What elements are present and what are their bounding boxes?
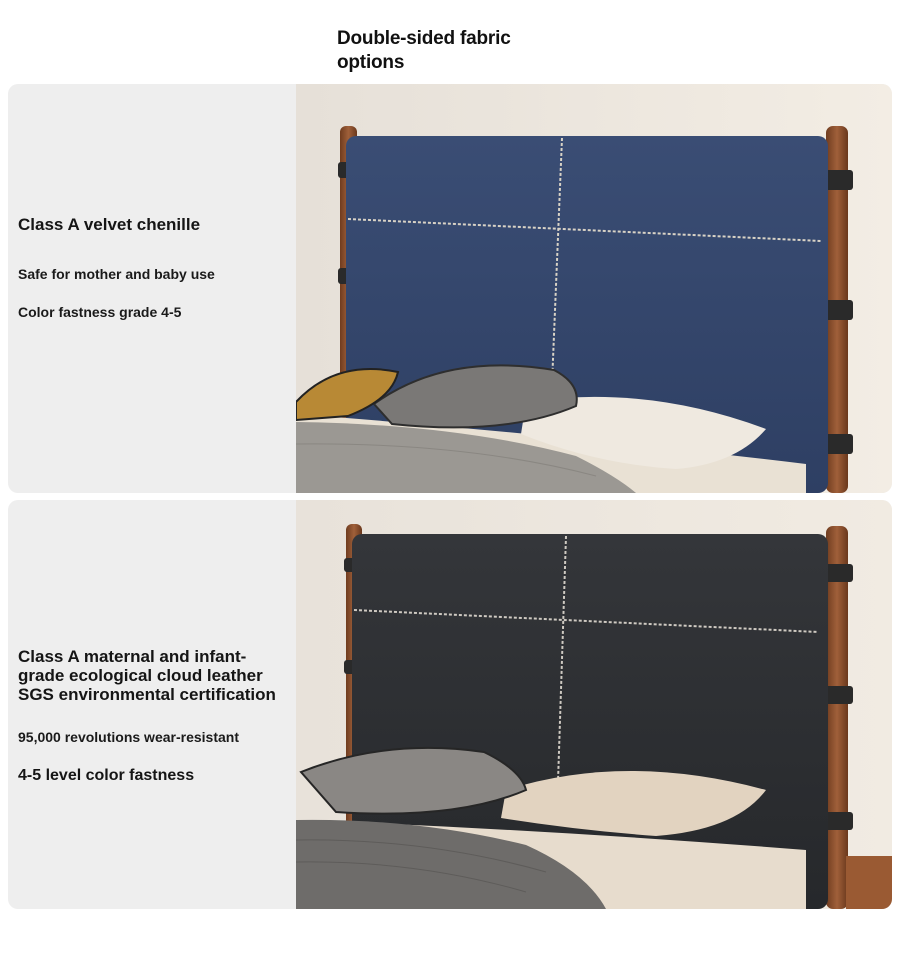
fabric-feature: Color fastness grade 4-5 xyxy=(18,304,182,320)
fabric-option-title-line: SGS environmental certification xyxy=(18,685,276,704)
velvet-headboard-illustration xyxy=(296,84,892,493)
fabric-option-info xyxy=(18,500,293,909)
page-heading: Double-sided fabric options xyxy=(337,28,511,73)
fabric-option-title-line: grade ecological cloud leather xyxy=(18,666,263,685)
leather-headboard-photo xyxy=(296,500,892,909)
fabric-option-info xyxy=(18,84,293,493)
fabric-feature: 95,000 revolutions wear-resistant xyxy=(18,729,239,745)
fabric-option-title: Class A velvet chenille xyxy=(18,215,201,234)
velvet-headboard-photo xyxy=(296,84,892,493)
fabric-feature: Safe for mother and baby use xyxy=(18,266,215,282)
fabric-option-title-line: Class A maternal and infant- xyxy=(18,647,247,666)
fabric-option-leather-card xyxy=(8,500,892,909)
fabric-option-velvet-card xyxy=(8,84,892,493)
fabric-feature: 4-5 level color fastness xyxy=(18,767,195,784)
leather-headboard-illustration xyxy=(296,500,892,909)
